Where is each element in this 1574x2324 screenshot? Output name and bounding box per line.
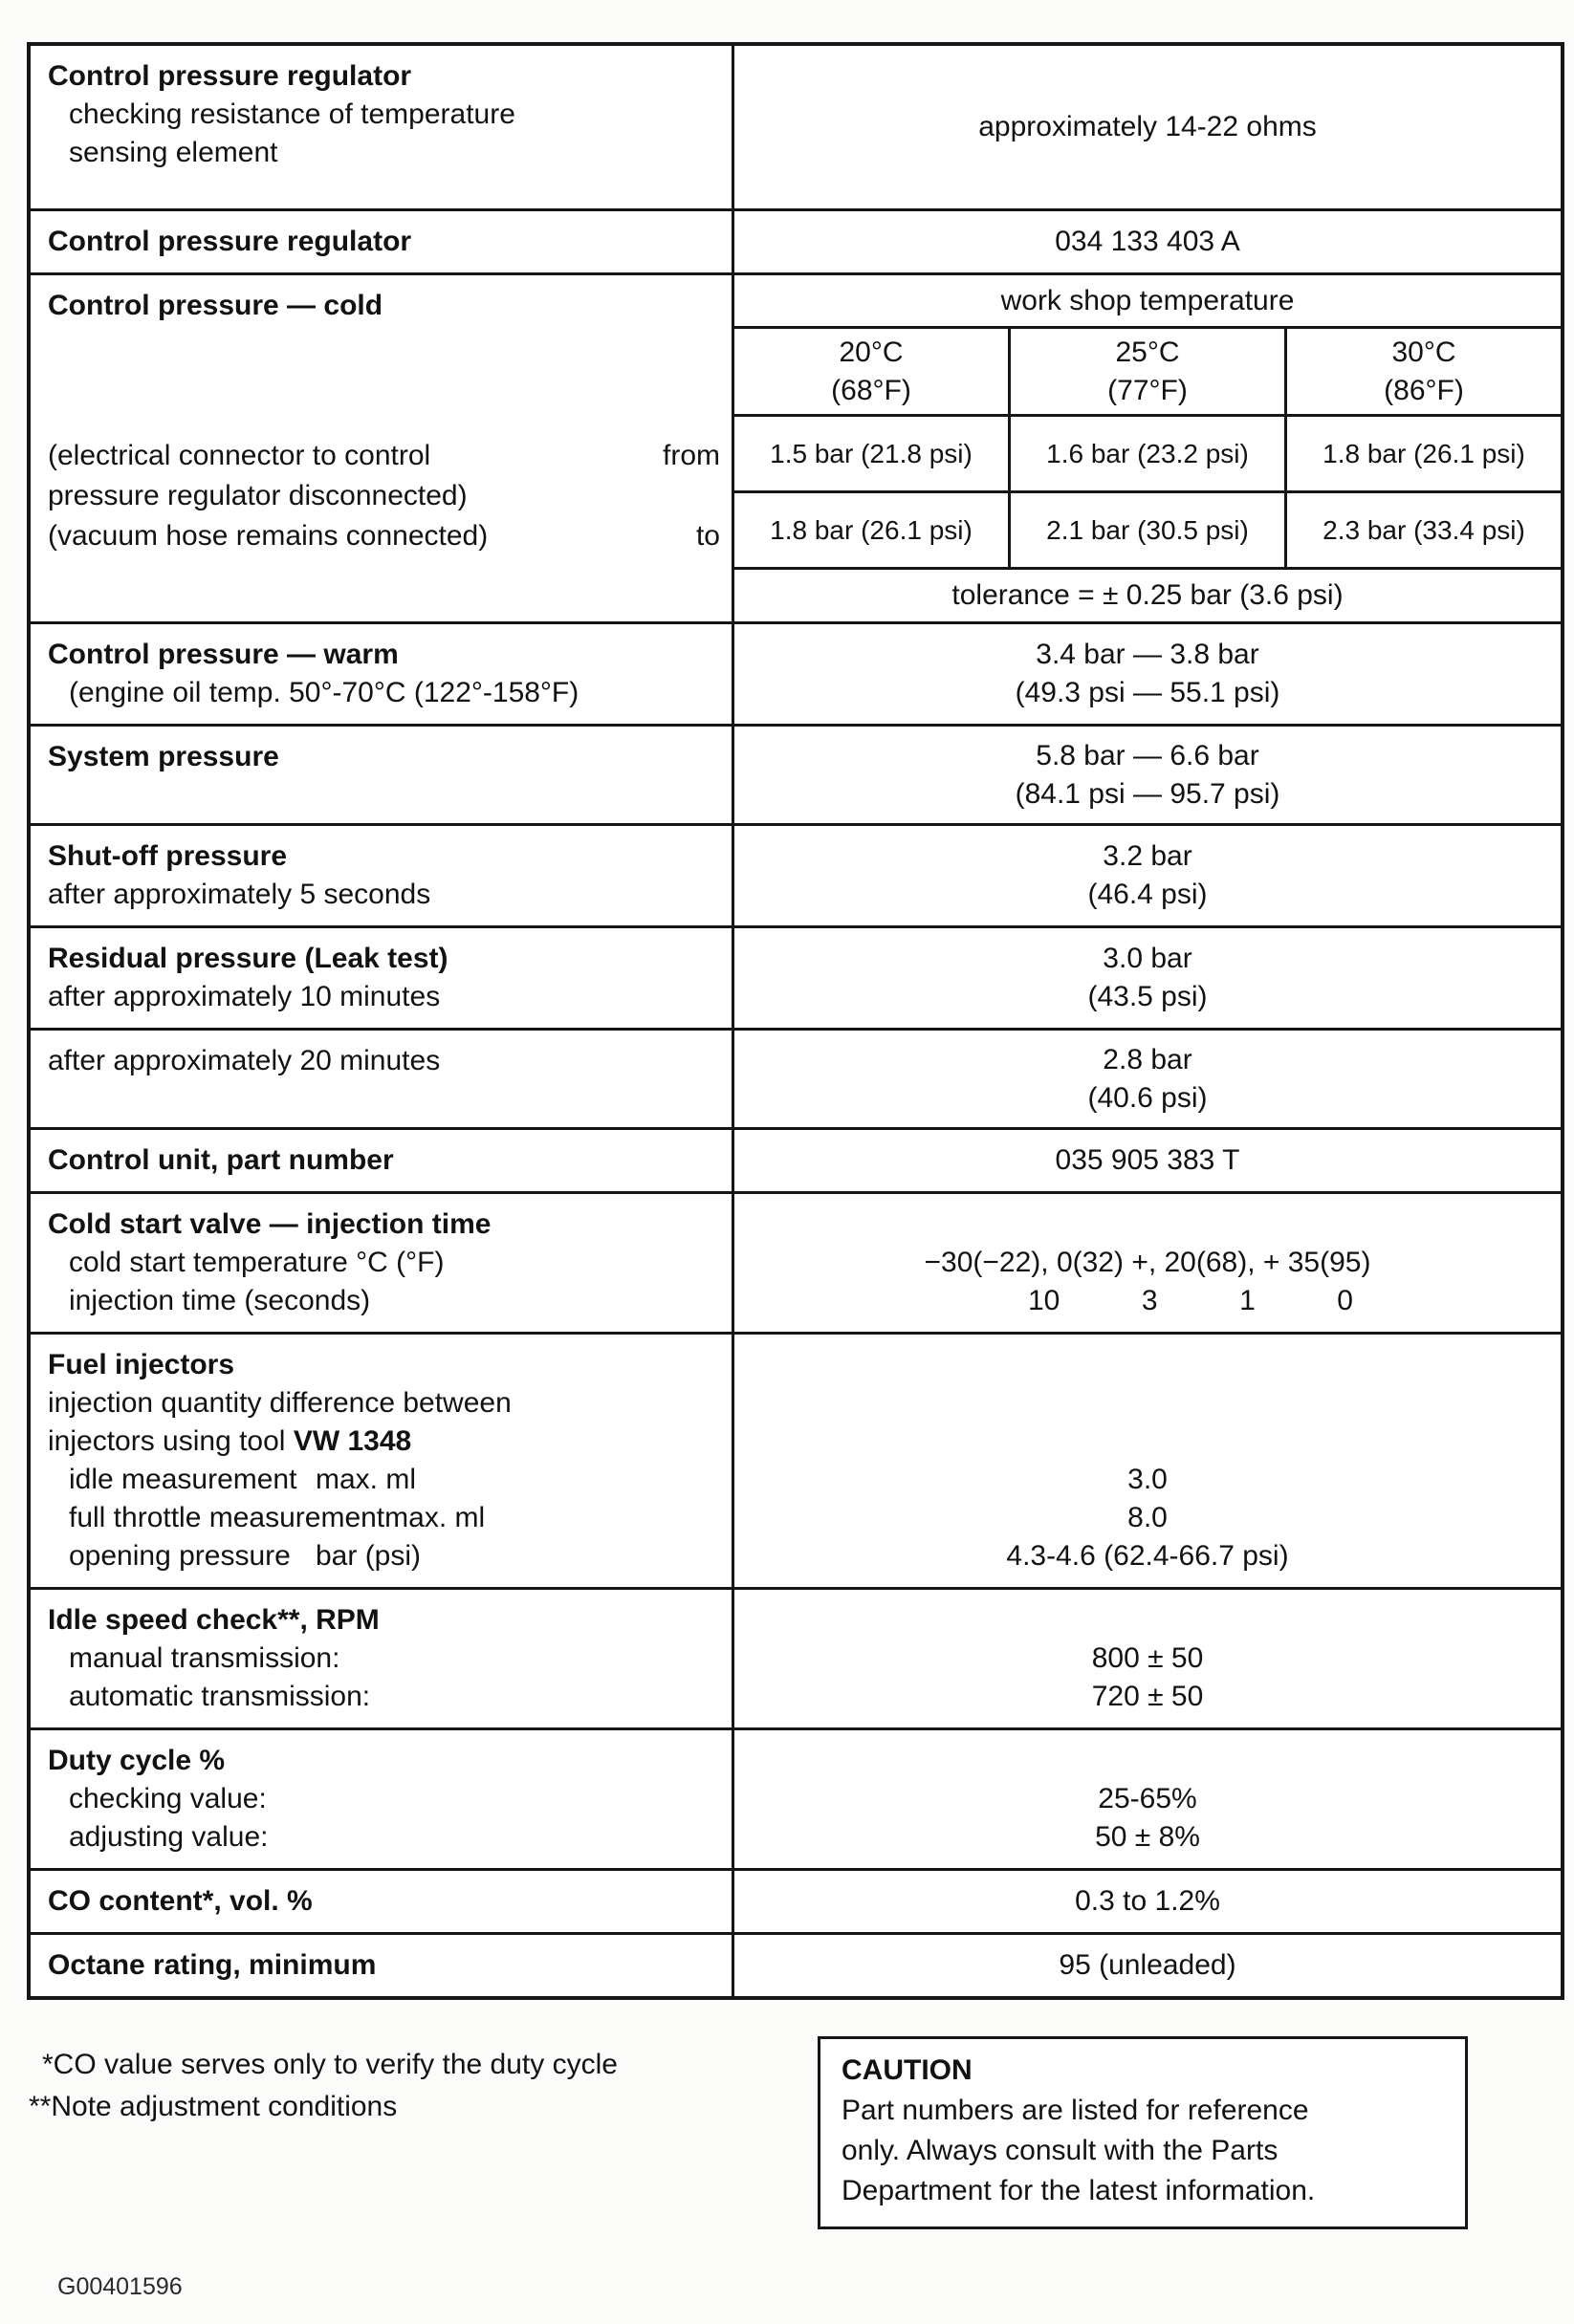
figure-id: G00401596 — [57, 2273, 183, 2300]
row-value-cell — [734, 928, 1561, 1028]
tool-note-prefix: injectors using tool — [48, 1425, 294, 1457]
footnote-adjustment: **Note adjustment conditions — [29, 2091, 398, 2122]
row-value-cell — [734, 826, 1561, 925]
note-line: (electrical connector to control — [48, 440, 431, 471]
caution-box — [818, 2036, 1468, 2229]
spec-unit: bar (psi) — [316, 1540, 422, 1572]
temp-column-30c — [1284, 329, 1561, 414]
row-octane-rating — [31, 1932, 1561, 1996]
value-psi: (46.4 psi) — [1087, 879, 1208, 910]
spec-name: idle measurement — [69, 1464, 297, 1495]
row-label-cell — [31, 1871, 734, 1932]
row-label-cell — [31, 1730, 734, 1868]
row-subtext: checking resistance of temperature — [69, 98, 515, 130]
value-bar: 5.8 bar — 6.6 bar — [1036, 739, 1259, 771]
value-bar: 3.0 bar — [1103, 943, 1192, 974]
row-subtext: injection quantity difference between — [48, 1387, 512, 1419]
row-value-cell — [734, 211, 1561, 272]
injection-time: 3 — [1141, 1285, 1158, 1316]
spec-name: opening pressure — [69, 1540, 291, 1572]
temp-column-20c — [734, 329, 1008, 414]
injection-times — [1028, 1282, 1353, 1320]
row-idle-speed-check — [31, 1587, 1561, 1727]
temperature-columns — [734, 329, 1561, 417]
value-psi: (43.5 psi) — [1087, 981, 1208, 1012]
from-value: 1.8 bar (26.1 psi) — [1284, 417, 1561, 490]
row-residual-pressure-20min — [31, 1028, 1561, 1127]
caution-text-line: only. Always consult with the Parts — [842, 2135, 1279, 2166]
row-control-pressure-warm — [31, 621, 1561, 724]
value-psi: (40.6 psi) — [1087, 1081, 1208, 1114]
rpm-automatic: 720 ± 50 — [1091, 1681, 1204, 1712]
spec-unit: max. ml — [384, 1502, 486, 1533]
part-number: 035 905 383 T — [1055, 1144, 1240, 1176]
row-subtext: cold start temperature °C (°F) — [69, 1247, 445, 1278]
row-title: Duty cycle % — [48, 1745, 226, 1776]
adjusting-value: 50 ± 8% — [1095, 1821, 1200, 1853]
row-title: Shut-off pressure — [48, 840, 288, 872]
temp-f: (77°F) — [1107, 374, 1188, 406]
row-subtext: injection time (seconds) — [69, 1285, 371, 1316]
row-value-cell — [734, 727, 1561, 823]
tool-name: VW 1348 — [293, 1425, 412, 1457]
cold-subtable — [734, 275, 1561, 621]
injection-time: 0 — [1337, 1285, 1353, 1316]
temp-c: 25°C — [1115, 336, 1180, 368]
temp-f: (86°F) — [1384, 374, 1464, 406]
row-control-pressure-cold — [31, 272, 1561, 621]
footnote-co-value: *CO value serves only to verify the duty cycle — [42, 2049, 618, 2080]
row-value-cell — [734, 1194, 1561, 1332]
temp-c: 30°C — [1391, 336, 1456, 368]
value-psi: (49.3 psi — 55.1 psi) — [1015, 677, 1280, 708]
row-value-cell — [734, 1335, 1561, 1587]
row-title: Control pressure regulator — [48, 60, 412, 92]
row-label: after approximately 20 minutes — [48, 1045, 441, 1076]
co-value: 0.3 to 1.2% — [1075, 1885, 1220, 1917]
temp-c: 20°C — [839, 336, 904, 368]
row-title: Control pressure — warm — [48, 639, 399, 670]
temperature-series: −30(−22), 0(32) +, 20(68), + 35(95) — [924, 1247, 1371, 1278]
checking-value: 25-65% — [1098, 1783, 1197, 1814]
to-values-row — [734, 493, 1561, 570]
note-line: pressure regulator disconnected) — [48, 480, 468, 511]
to-value: 1.8 bar (26.1 psi) — [770, 514, 973, 545]
workshop-temperature-header: work shop temperature — [734, 275, 1561, 329]
row-subtext: manual transmission: — [69, 1642, 340, 1674]
rpm-manual: 800 ± 50 — [1091, 1642, 1204, 1674]
row-title: Idle speed check**, RPM — [48, 1604, 380, 1636]
row-title: Fuel injectors — [48, 1349, 235, 1380]
row-value-cell — [734, 624, 1561, 724]
row-value-cell — [734, 1130, 1561, 1191]
from-label: from — [663, 440, 720, 471]
from-values-row — [734, 417, 1561, 493]
row-subtext — [48, 1423, 718, 1461]
row-title: System pressure — [48, 741, 279, 772]
row-subtext: automatic transmission: — [69, 1681, 371, 1712]
value-bar: 3.2 bar — [1103, 840, 1192, 872]
row-subtext: checking value: — [69, 1783, 267, 1814]
row-value-cell — [734, 1935, 1561, 1996]
row-value-cell — [734, 1730, 1561, 1868]
row-title: Control pressure — cold — [48, 290, 383, 321]
row-duty-cycle — [31, 1727, 1561, 1868]
spec-line-full-throttle — [48, 1499, 718, 1537]
value-psi: (84.1 psi — 95.7 psi) — [1015, 777, 1280, 810]
row-subtext: (engine oil temp. 50°-70°C (122°-158°F) — [69, 677, 579, 708]
row-shutoff-pressure — [31, 823, 1561, 925]
row-fuel-injectors — [31, 1332, 1561, 1587]
row-label-cell — [31, 46, 734, 208]
caution-text-line: Part numbers are listed for reference — [842, 2095, 1309, 2126]
row-value-cell — [734, 46, 1561, 208]
caution-text-line: Department for the latest information. — [842, 2175, 1316, 2206]
row-regulator-part-number — [31, 208, 1561, 272]
spec-value: 8.0 — [1127, 1502, 1168, 1533]
value-bar: 3.4 bar — 3.8 bar — [1036, 639, 1259, 670]
row-label-cell — [31, 1194, 734, 1332]
to-value: 2.1 bar (30.5 psi) — [1008, 493, 1284, 567]
part-number: 034 133 403 A — [1055, 226, 1240, 257]
row-label-cell — [31, 1935, 734, 1996]
row-label-cell — [31, 1590, 734, 1727]
note-line: (vacuum hose remains connected) — [48, 520, 489, 552]
spec-value: 4.3-4.6 (62.4-66.7 psi) — [1006, 1540, 1289, 1572]
from-value: 1.6 bar (23.2 psi) — [1008, 417, 1284, 490]
row-label-cell — [31, 928, 734, 1028]
temp-f: (68°F) — [831, 374, 911, 406]
row-label-cell — [31, 727, 734, 823]
octane-value: 95 (unleaded) — [1059, 1949, 1236, 1981]
from-value: 1.5 bar (21.8 psi) — [770, 438, 973, 468]
row-title: Octane rating, minimum — [48, 1949, 377, 1981]
temp-column-25c — [1008, 329, 1284, 414]
row-subtext: after approximately 10 minutes — [48, 981, 441, 1012]
to-label: to — [695, 520, 720, 552]
row-title: Cold start valve — injection time — [48, 1208, 492, 1240]
cold-connector-note — [48, 436, 488, 556]
value-bar: 2.8 bar — [1103, 1043, 1192, 1075]
row-value: approximately 14-22 ohms — [978, 111, 1317, 142]
injection-time: 1 — [1239, 1285, 1256, 1316]
row-subtext: after approximately 5 seconds — [48, 879, 431, 910]
row-label-cell — [31, 624, 734, 724]
row-co-content — [31, 1868, 1561, 1932]
spec-value: 3.0 — [1127, 1464, 1168, 1495]
spec-line-idle — [48, 1461, 718, 1499]
row-title: Control pressure regulator — [48, 226, 412, 257]
row-label-cell — [31, 211, 734, 272]
row-subtext: adjusting value: — [69, 1821, 269, 1853]
caution-title: CAUTION — [842, 2054, 973, 2086]
spec-table — [27, 42, 1564, 2000]
row-label-cell — [31, 1130, 734, 1191]
spec-unit: max. ml — [316, 1464, 416, 1495]
spec-line-opening-pressure — [48, 1537, 718, 1575]
row-label-cell — [31, 1335, 734, 1587]
to-value: 2.3 bar (33.4 psi) — [1284, 493, 1561, 567]
row-label-cell — [31, 275, 734, 621]
row-value-cell — [734, 1590, 1561, 1727]
row-label-cell — [31, 1031, 734, 1127]
footnotes — [29, 2044, 618, 2128]
row-control-unit-part-number — [31, 1127, 1561, 1191]
injection-time: 10 — [1028, 1285, 1060, 1316]
row-system-pressure — [31, 724, 1561, 823]
row-residual-pressure-10min — [31, 925, 1561, 1028]
spec-name: full throttle measurement — [69, 1502, 385, 1533]
row-value-cell — [734, 1871, 1561, 1932]
row-cold-start-valve — [31, 1191, 1561, 1332]
row-title: Control unit, part number — [48, 1144, 394, 1176]
row-value-cell — [734, 1031, 1561, 1127]
row-title: CO content*, vol. % — [48, 1885, 313, 1917]
tolerance-row: tolerance = ± 0.25 bar (3.6 psi) — [951, 579, 1344, 611]
row-label-cell — [31, 826, 734, 925]
row-subtext: sensing element — [69, 137, 278, 168]
row-regulator-resistance — [31, 46, 1561, 208]
row-title: Residual pressure (Leak test) — [48, 943, 448, 974]
